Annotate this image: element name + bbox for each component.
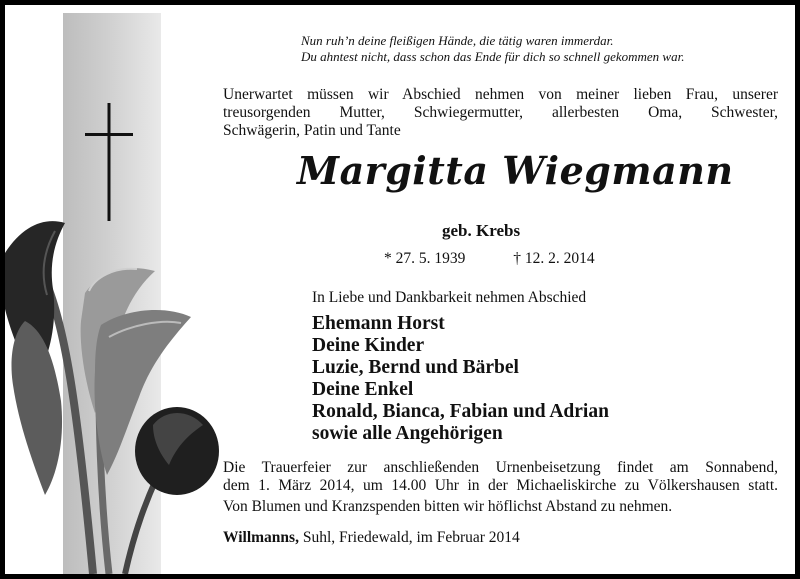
mourner-line: sowie alle Angehörigen xyxy=(312,423,503,444)
intro-text xyxy=(223,86,778,140)
mourner-line: Ehemann Horst xyxy=(312,313,445,334)
birth-name: geb. Krebs xyxy=(442,221,521,240)
intro-line: treusorgenden Mutter, Schwiegermutter, allerbesten Oma, Schwester, xyxy=(223,104,778,121)
service-line: dem 1. März 2014, um 14.00 Uhr in der Michaeliskirche zu Völkershausen statt. xyxy=(223,477,778,494)
obituary-card xyxy=(5,5,795,574)
mourner-line: Deine Kinder xyxy=(312,335,425,356)
flowers-note: Von Blumen und Kranzspenden bitten wir höflichst Abstand zu nehmen. xyxy=(223,498,673,515)
life-dates xyxy=(384,250,595,268)
cross-icon xyxy=(85,103,133,221)
intro-line: Unerwartet müssen wir Abschied nehmen von meiner lieben Frau, unserer xyxy=(223,86,778,103)
birth-date: * 27. 5. 1939 xyxy=(384,250,466,267)
service-line: Die Trauerfeier zur anschließenden Urnenbeisetzung findet am Sonnabend, xyxy=(223,459,778,476)
farewell-line: In Liebe und Dankbarkeit nehmen Abschied xyxy=(312,289,587,306)
calla-lily-illustration xyxy=(5,213,220,574)
signature-place-date: Suhl, Friedewald, im Februar 2014 xyxy=(298,529,520,546)
signature-line xyxy=(223,529,520,547)
mourner-line: Luzie, Bernd und Bärbel xyxy=(312,357,519,378)
motto-quote xyxy=(301,33,761,65)
mourners-list xyxy=(312,313,609,445)
mourner-line: Ronald, Bianca, Fabian und Adrian xyxy=(312,401,609,422)
intro-line: Schwägerin, Patin und Tante xyxy=(223,122,401,139)
signature-family: Willmanns, xyxy=(223,529,299,546)
mourner-line: Deine Enkel xyxy=(312,379,414,400)
funeral-service-note xyxy=(223,459,778,495)
motto-line: Nun ruh’n deine fleißigen Hände, die tätig waren immerdar. xyxy=(301,33,614,48)
death-date: † 12. 2. 2014 xyxy=(513,250,595,267)
motto-line: Du ahntest nicht, dass schon das Ende für dich so schnell gekommen war. xyxy=(301,49,685,64)
deceased-name: Margitta Wiegmann xyxy=(297,148,734,193)
